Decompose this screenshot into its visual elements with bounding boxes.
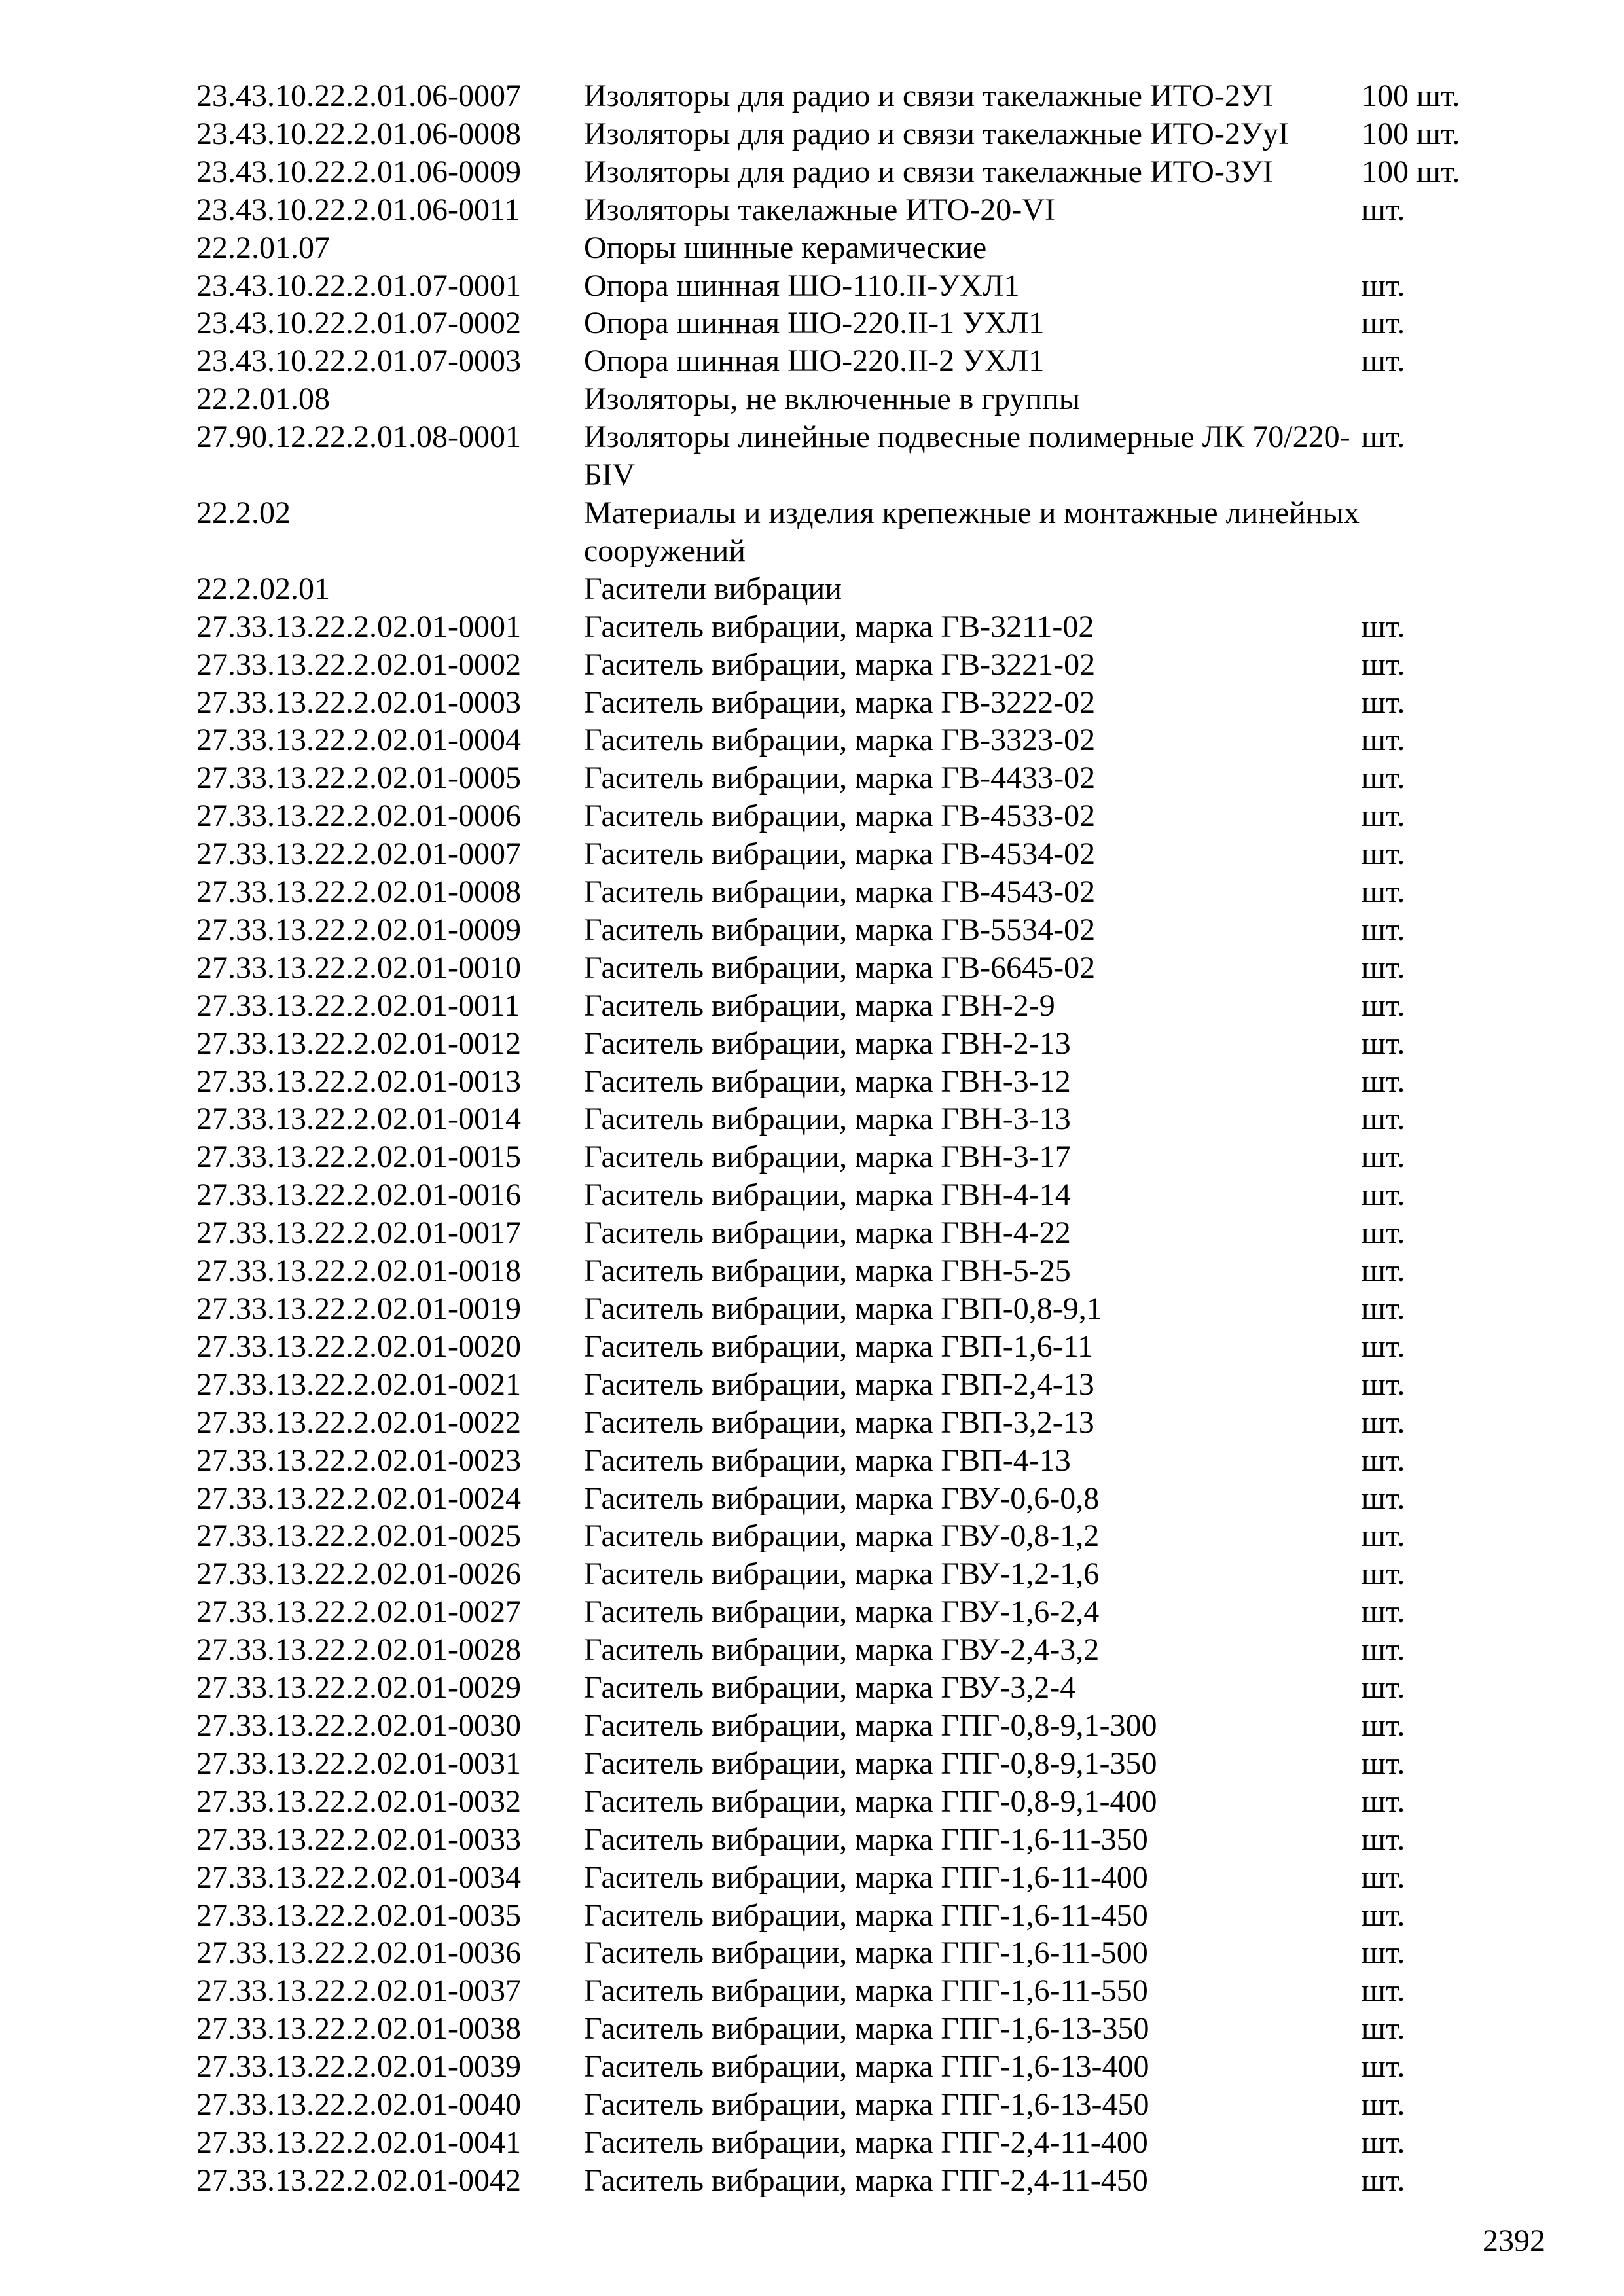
resource-code: 27.33.13.22.2.02.01-0028 bbox=[196, 1632, 521, 1668]
unit-of-measure: шт. bbox=[1362, 1064, 1405, 1099]
resource-name: Гаситель вибрации, марка ГПГ-2,4-11-400 bbox=[584, 2125, 1148, 2160]
unit-of-measure: шт. bbox=[1362, 1026, 1405, 1061]
resource-code: 22.2.01.07 bbox=[196, 230, 330, 265]
resource-code: 27.33.13.22.2.02.01-0037 bbox=[196, 1973, 521, 2009]
unit-of-measure: шт. bbox=[1362, 420, 1405, 455]
resource-code: 27.33.13.22.2.02.01-0008 bbox=[196, 874, 521, 910]
catalog-row bbox=[196, 342, 1506, 380]
resource-code: 23.43.10.22.2.01.06-0009 bbox=[196, 154, 521, 189]
resource-code: 27.33.13.22.2.02.01-0009 bbox=[196, 912, 521, 947]
unit-of-measure: шт. bbox=[1362, 1632, 1405, 1668]
resource-code: 27.33.13.22.2.02.01-0018 bbox=[196, 1253, 521, 1289]
resource-name: Гаситель вибрации, марка ГВП-0,8-9,1 bbox=[584, 1291, 1102, 1326]
catalog-row bbox=[196, 1972, 1506, 2010]
resource-name: Гаситель вибрации, марка ГВН-2-13 bbox=[584, 1026, 1071, 1061]
resource-name: Гаситель вибрации, марка ГВП-3,2-13 bbox=[584, 1405, 1094, 1440]
resource-code: 27.33.13.22.2.02.01-0020 bbox=[196, 1329, 521, 1364]
catalog-row bbox=[196, 2086, 1506, 2124]
resource-code: 27.33.13.22.2.02.01-0041 bbox=[196, 2125, 521, 2160]
unit-of-measure: шт. bbox=[1362, 344, 1405, 379]
catalog-row bbox=[196, 2048, 1506, 2086]
unit-of-measure: шт. bbox=[1362, 306, 1405, 341]
resource-name: Изоляторы для радио и связи такелажные ИТО-2УуI bbox=[584, 116, 1289, 151]
resource-code: 27.33.13.22.2.02.01-0005 bbox=[196, 761, 521, 796]
resource-code: 27.33.13.22.2.02.01-0021 bbox=[196, 1367, 521, 1402]
catalog-row bbox=[196, 835, 1506, 873]
catalog-row bbox=[196, 418, 1506, 494]
unit-of-measure: шт. bbox=[1362, 192, 1405, 227]
catalog-row bbox=[196, 1593, 1506, 1631]
resource-code: 27.33.13.22.2.02.01-0024 bbox=[196, 1480, 521, 1516]
resource-name: Гаситель вибрации, марка ГВУ-0,8-1,2 bbox=[584, 1518, 1100, 1554]
unit-of-measure: шт. bbox=[1362, 1329, 1405, 1364]
resource-code: 23.43.10.22.2.01.07-0003 bbox=[196, 344, 521, 379]
catalog-row bbox=[196, 1366, 1506, 1404]
catalog-row bbox=[196, 1934, 1506, 1972]
resource-name: Опора шинная ШО-220.II-1 УХЛ1 bbox=[584, 306, 1045, 341]
resource-name: Гаситель вибрации, марка ГПГ-1,6-11-450 bbox=[584, 1897, 1148, 1933]
resource-code: 27.33.13.22.2.02.01-0032 bbox=[196, 1784, 521, 1819]
resource-name: Гаситель вибрации, марка ГПГ-1,6-11-400 bbox=[584, 1859, 1148, 1895]
resource-name: Гаситель вибрации, марка ГПГ-2,4-11-450 bbox=[584, 2162, 1148, 2198]
resource-code: 23.43.10.22.2.01.07-0001 bbox=[196, 268, 521, 303]
unit-of-measure: шт. bbox=[1362, 1821, 1405, 1857]
catalog-row bbox=[196, 1214, 1506, 1252]
catalog-row bbox=[196, 1404, 1506, 1442]
resource-name: Гаситель вибрации, марка ГВ-3221-02 bbox=[584, 647, 1096, 682]
catalog-row bbox=[196, 1517, 1506, 1555]
resource-name: Гаситель вибрации, марка ГВ-4534-02 bbox=[584, 836, 1096, 872]
page-number: 2392 bbox=[1483, 2223, 1545, 2258]
catalog-row bbox=[196, 191, 1506, 229]
resource-name: Гаситель вибрации, марка ГВП-1,6-11 bbox=[584, 1329, 1093, 1364]
resource-name: Изоляторы линейные подвесные полимерные ЛК 70/220-БIV bbox=[584, 420, 1350, 493]
resource-name: Гаситель вибрации, марка ГВП-4-13 bbox=[584, 1443, 1071, 1478]
resource-name: Изоляторы, не включенные в группы bbox=[584, 382, 1081, 417]
resource-name: Гаситель вибрации, марка ГПГ-0,8-9,1-350 bbox=[584, 1746, 1157, 1781]
resource-code: 23.43.10.22.2.01.07-0002 bbox=[196, 306, 521, 341]
resource-name: Гаситель вибрации, марка ГВ-3323-02 bbox=[584, 723, 1096, 758]
catalog-row bbox=[196, 1138, 1506, 1176]
catalog-row bbox=[196, 1631, 1506, 1669]
catalog-row bbox=[196, 1100, 1506, 1138]
resource-code: 22.2.02.01 bbox=[196, 571, 330, 606]
resource-code: 27.33.13.22.2.02.01-0017 bbox=[196, 1215, 521, 1251]
catalog-row bbox=[196, 2162, 1506, 2200]
catalog-row bbox=[196, 304, 1506, 342]
resource-name: Гаситель вибрации, марка ГВ-4533-02 bbox=[584, 798, 1096, 834]
catalog-group-row bbox=[196, 380, 1506, 418]
resource-code: 27.33.13.22.2.02.01-0006 bbox=[196, 798, 521, 834]
catalog-row bbox=[196, 873, 1506, 911]
resource-code: 27.33.13.22.2.02.01-0029 bbox=[196, 1670, 521, 1706]
unit-of-measure: шт. bbox=[1362, 1139, 1405, 1175]
unit-of-measure: шт. bbox=[1362, 2049, 1405, 2085]
catalog-row bbox=[196, 115, 1506, 153]
unit-of-measure: шт. bbox=[1362, 723, 1405, 758]
catalog-row bbox=[196, 1328, 1506, 1366]
unit-of-measure: 100 шт. bbox=[1362, 79, 1460, 113]
catalog-row bbox=[196, 1859, 1506, 1897]
resource-code: 27.33.13.22.2.02.01-0014 bbox=[196, 1102, 521, 1137]
resource-name: Гаситель вибрации, марка ГВУ-1,6-2,4 bbox=[584, 1594, 1100, 1630]
unit-of-measure: шт. bbox=[1362, 268, 1405, 303]
resource-name: Гаситель вибрации, марка ГВУ-0,6-0,8 bbox=[584, 1480, 1100, 1516]
unit-of-measure: шт. bbox=[1362, 2011, 1405, 2047]
resource-name: Гаситель вибрации, марка ГВН-5-25 bbox=[584, 1253, 1071, 1289]
resource-code: 27.33.13.22.2.02.01-0042 bbox=[196, 2162, 521, 2198]
catalog-row bbox=[196, 797, 1506, 835]
catalog-row bbox=[196, 1669, 1506, 1707]
unit-of-measure: шт. bbox=[1362, 2125, 1405, 2160]
catalog-row bbox=[196, 684, 1506, 722]
catalog-list bbox=[196, 77, 1506, 2200]
resource-name: Опора шинная ШО-110.II-УХЛ1 bbox=[584, 268, 1020, 303]
unit-of-measure: шт. bbox=[1362, 950, 1405, 985]
resource-name: Гаситель вибрации, марка ГВН-4-22 bbox=[584, 1215, 1071, 1251]
unit-of-measure: шт. bbox=[1362, 912, 1405, 947]
catalog-row bbox=[196, 646, 1506, 684]
resource-name: Гаситель вибрации, марка ГВН-2-9 bbox=[584, 988, 1055, 1023]
unit-of-measure: шт. bbox=[1362, 2087, 1405, 2123]
resource-code: 27.33.13.22.2.02.01-0002 bbox=[196, 647, 521, 682]
resource-code: 27.33.13.22.2.02.01-0011 bbox=[196, 988, 520, 1023]
catalog-row bbox=[196, 1442, 1506, 1480]
resource-name: Гаситель вибрации, марка ГВН-3-12 bbox=[584, 1064, 1071, 1099]
resource-code: 27.33.13.22.2.02.01-0033 bbox=[196, 1821, 521, 1857]
unit-of-measure: шт. bbox=[1362, 836, 1405, 872]
unit-of-measure: шт. bbox=[1362, 2162, 1405, 2198]
resource-name: Изоляторы для радио и связи такелажные ИТО-2УI bbox=[584, 79, 1273, 113]
unit-of-measure: шт. bbox=[1362, 685, 1405, 720]
resource-name: Гаситель вибрации, марка ГПГ-1,6-13-350 bbox=[584, 2011, 1149, 2047]
resource-code: 27.33.13.22.2.02.01-0039 bbox=[196, 2049, 521, 2085]
resource-name: Гаситель вибрации, марка ГВ-4543-02 bbox=[584, 874, 1096, 910]
catalog-row bbox=[196, 1480, 1506, 1518]
unit-of-measure: шт. bbox=[1362, 1897, 1405, 1933]
resource-code: 27.90.12.22.2.01.08-0001 bbox=[196, 420, 521, 455]
resource-code: 27.33.13.22.2.02.01-0031 bbox=[196, 1746, 521, 1781]
resource-name: Гаситель вибрации, марка ГВУ-3,2-4 bbox=[584, 1670, 1076, 1706]
unit-of-measure: шт. bbox=[1362, 1594, 1405, 1630]
resource-name: Гаситель вибрации, марка ГВ-3211-02 bbox=[584, 609, 1094, 644]
catalog-row bbox=[196, 1707, 1506, 1745]
catalog-row bbox=[196, 759, 1506, 797]
resource-name: Гаситель вибрации, марка ГПГ-1,6-13-400 bbox=[584, 2049, 1149, 2085]
resource-code: 22.2.01.08 bbox=[196, 382, 330, 417]
catalog-row bbox=[196, 949, 1506, 987]
resource-code: 27.33.13.22.2.02.01-0034 bbox=[196, 1859, 521, 1895]
resource-name: Гаситель вибрации, марка ГВ-4433-02 bbox=[584, 761, 1096, 796]
resource-name: Гаситель вибрации, марка ГВП-2,4-13 bbox=[584, 1367, 1094, 1402]
resource-code: 27.33.13.22.2.02.01-0030 bbox=[196, 1708, 521, 1743]
resource-code: 27.33.13.22.2.02.01-0026 bbox=[196, 1556, 521, 1592]
resource-code: 27.33.13.22.2.02.01-0036 bbox=[196, 1935, 521, 1971]
catalog-row bbox=[196, 911, 1506, 949]
resource-code: 27.33.13.22.2.02.01-0001 bbox=[196, 609, 521, 644]
resource-name: Гаситель вибрации, марка ГВ-3222-02 bbox=[584, 685, 1096, 720]
resource-code: 27.33.13.22.2.02.01-0025 bbox=[196, 1518, 521, 1554]
catalog-row bbox=[196, 1555, 1506, 1593]
resource-name: Гаситель вибрации, марка ГПГ-1,6-11-500 bbox=[584, 1935, 1148, 1971]
catalog-row bbox=[196, 721, 1506, 759]
unit-of-measure: шт. bbox=[1362, 1556, 1405, 1592]
catalog-group-row bbox=[196, 229, 1506, 267]
unit-of-measure: шт. bbox=[1362, 874, 1405, 910]
catalog-row bbox=[196, 77, 1506, 115]
resource-code: 27.33.13.22.2.02.01-0010 bbox=[196, 950, 521, 985]
unit-of-measure: шт. bbox=[1362, 1935, 1405, 1971]
resource-code: 27.33.13.22.2.02.01-0012 bbox=[196, 1026, 521, 1061]
resource-code: 27.33.13.22.2.02.01-0022 bbox=[196, 1405, 521, 1440]
resource-code: 23.43.10.22.2.01.06-0011 bbox=[196, 192, 520, 227]
unit-of-measure: шт. bbox=[1362, 1177, 1405, 1213]
unit-of-measure: шт. bbox=[1362, 1253, 1405, 1289]
unit-of-measure: шт. bbox=[1362, 1708, 1405, 1743]
catalog-row bbox=[196, 1783, 1506, 1821]
resource-name: Изоляторы для радио и связи такелажные ИТО-3УI bbox=[584, 154, 1273, 189]
unit-of-measure: шт. bbox=[1362, 988, 1405, 1023]
resource-name: Гасители вибрации bbox=[584, 571, 842, 606]
resource-name: Гаситель вибрации, марка ГВ-5534-02 bbox=[584, 912, 1096, 947]
resource-code: 27.33.13.22.2.02.01-0007 bbox=[196, 836, 521, 872]
unit-of-measure: шт. bbox=[1362, 1367, 1405, 1402]
resource-code: 27.33.13.22.2.02.01-0035 bbox=[196, 1897, 521, 1933]
unit-of-measure: шт. bbox=[1362, 1670, 1405, 1706]
resource-name: Гаситель вибрации, марка ГВУ-2,4-3,2 bbox=[584, 1632, 1100, 1668]
unit-of-measure: шт. bbox=[1362, 1480, 1405, 1516]
resource-name: Гаситель вибрации, марка ГПГ-1,6-11-350 bbox=[584, 1821, 1148, 1857]
resource-name: Изоляторы такелажные ИТО-20-VI bbox=[584, 192, 1055, 227]
unit-of-measure: шт. bbox=[1362, 1518, 1405, 1554]
catalog-row bbox=[196, 608, 1506, 646]
unit-of-measure: шт. bbox=[1362, 1405, 1405, 1440]
catalog-row bbox=[196, 2124, 1506, 2162]
resource-name: Гаситель вибрации, марка ГВН-4-14 bbox=[584, 1177, 1071, 1213]
catalog-row bbox=[196, 2010, 1506, 2048]
unit-of-measure: шт. bbox=[1362, 609, 1405, 644]
resource-code: 27.33.13.22.2.02.01-0013 bbox=[196, 1064, 521, 1099]
resource-code: 23.43.10.22.2.01.06-0008 bbox=[196, 116, 521, 151]
resource-code: 27.33.13.22.2.02.01-0019 bbox=[196, 1291, 521, 1326]
unit-of-measure: шт. bbox=[1362, 1746, 1405, 1781]
catalog-row bbox=[196, 153, 1506, 191]
resource-code: 27.33.13.22.2.02.01-0015 bbox=[196, 1139, 521, 1175]
unit-of-measure: шт. bbox=[1362, 761, 1405, 796]
unit-of-measure: 100 шт. bbox=[1362, 154, 1460, 189]
catalog-row bbox=[196, 1821, 1506, 1859]
unit-of-measure: шт. bbox=[1362, 1291, 1405, 1326]
unit-of-measure: шт. bbox=[1362, 647, 1405, 682]
unit-of-measure: шт. bbox=[1362, 1784, 1405, 1819]
catalog-row bbox=[196, 1897, 1506, 1935]
unit-of-measure: шт. bbox=[1362, 1102, 1405, 1137]
resource-name: Гаситель вибрации, марка ГВУ-1,2-1,6 bbox=[584, 1556, 1100, 1592]
catalog-group-row bbox=[196, 570, 1506, 608]
catalog-row bbox=[196, 1025, 1506, 1063]
unit-of-measure: шт. bbox=[1362, 1215, 1405, 1251]
resource-name: Гаситель вибрации, марка ГВН-3-13 bbox=[584, 1102, 1071, 1137]
resource-name: Гаситель вибрации, марка ГПГ-1,6-11-550 bbox=[584, 1973, 1148, 2009]
unit-of-measure: 100 шт. bbox=[1362, 116, 1460, 151]
catalog-row bbox=[196, 1745, 1506, 1783]
resource-name: Опора шинная ШО-220.II-2 УХЛ1 bbox=[584, 344, 1045, 379]
unit-of-measure: шт. bbox=[1362, 1859, 1405, 1895]
resource-code: 27.33.13.22.2.02.01-0004 bbox=[196, 723, 521, 758]
resource-name: Гаситель вибрации, марка ГПГ-0,8-9,1-300 bbox=[584, 1708, 1157, 1743]
catalog-row bbox=[196, 1176, 1506, 1214]
resource-code: 22.2.02 bbox=[196, 495, 291, 530]
catalog-row bbox=[196, 987, 1506, 1025]
resource-code: 27.33.13.22.2.02.01-0003 bbox=[196, 685, 521, 720]
unit-of-measure: шт. bbox=[1362, 1973, 1405, 2009]
resource-code: 23.43.10.22.2.01.06-0007 bbox=[196, 79, 521, 113]
resource-code: 27.33.13.22.2.02.01-0016 bbox=[196, 1177, 521, 1213]
catalog-row bbox=[196, 1063, 1506, 1101]
resource-name: Гаситель вибрации, марка ГВН-3-17 bbox=[584, 1139, 1071, 1175]
resource-code: 27.33.13.22.2.02.01-0038 bbox=[196, 2011, 521, 2047]
catalog-row bbox=[196, 267, 1506, 305]
resource-name: Материалы и изделия крепежные и монтажные линейных сооружений bbox=[584, 495, 1360, 568]
resource-name: Опоры шинные керамические bbox=[584, 230, 987, 265]
resource-code: 27.33.13.22.2.02.01-0027 bbox=[196, 1594, 521, 1630]
resource-code: 27.33.13.22.2.02.01-0040 bbox=[196, 2087, 521, 2123]
catalog-row bbox=[196, 1252, 1506, 1290]
catalog-row bbox=[196, 1290, 1506, 1328]
resource-name: Гаситель вибрации, марка ГВ-6645-02 bbox=[584, 950, 1096, 985]
resource-code: 27.33.13.22.2.02.01-0023 bbox=[196, 1443, 521, 1478]
unit-of-measure: шт. bbox=[1362, 1443, 1405, 1478]
resource-name: Гаситель вибрации, марка ГПГ-0,8-9,1-400 bbox=[584, 1784, 1157, 1819]
catalog-group-row bbox=[196, 494, 1506, 570]
unit-of-measure: шт. bbox=[1362, 798, 1405, 834]
resource-name: Гаситель вибрации, марка ГПГ-1,6-13-450 bbox=[584, 2087, 1149, 2123]
